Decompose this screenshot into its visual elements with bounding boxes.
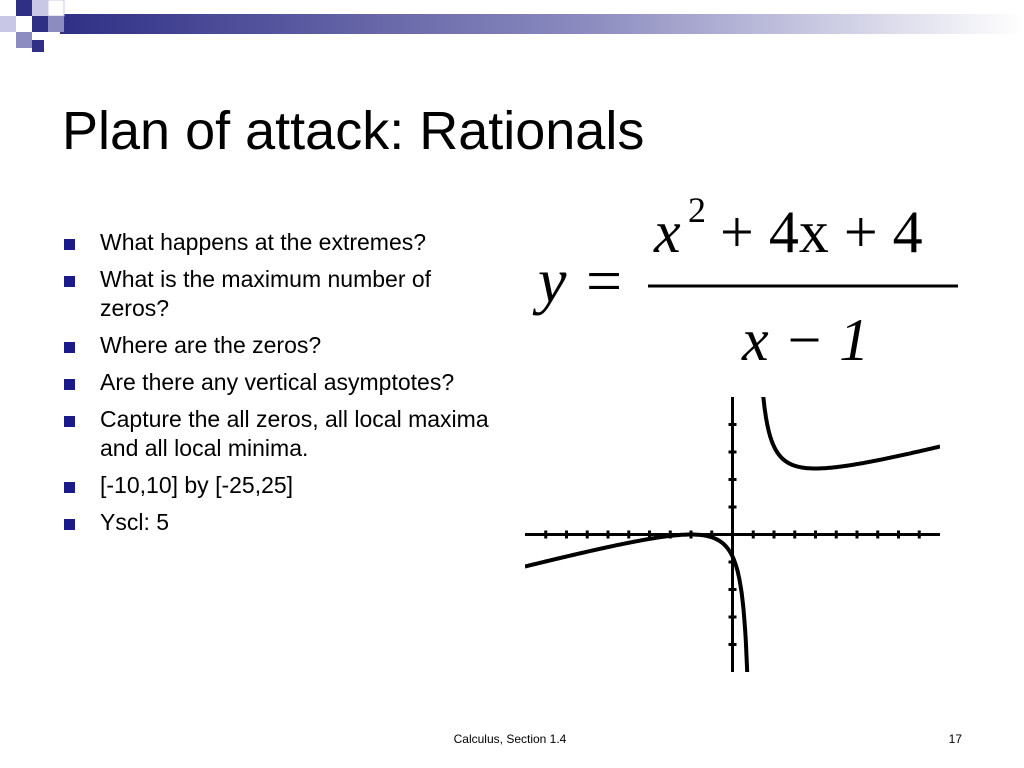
- bullet-item: [62, 405, 492, 463]
- bullet-text: What happens at the extremes?: [100, 229, 427, 255]
- square-bullet-icon: [64, 416, 75, 427]
- bullet-item: [62, 228, 492, 257]
- square-bullet-icon: [64, 519, 75, 530]
- equation-equals: =: [586, 245, 623, 316]
- calculator-graph: [525, 397, 940, 672]
- bullet-item: [62, 368, 492, 397]
- graph-layer: [525, 397, 940, 672]
- bullet-item: [62, 265, 492, 323]
- bullet-item: [62, 508, 492, 537]
- equation-numerator-exponent: 2: [688, 190, 706, 230]
- slide-title: Plan of attack: Rationals: [62, 101, 645, 161]
- bullet-text: Where are the zeros?: [100, 332, 322, 358]
- bullet-item: [62, 331, 492, 360]
- equation-numerator-rest: + 4x + 4: [720, 199, 923, 265]
- header-decoration-band: [0, 0, 1024, 60]
- equation-numerator-base: x: [654, 199, 681, 265]
- square-bullet-icon: [64, 379, 75, 390]
- bullet-text: Yscl: 5: [100, 509, 170, 535]
- bullet-list: [62, 228, 492, 545]
- bullet-text: Are there any vertical asymptotes?: [100, 369, 455, 395]
- bullet-text: What is the maximum number of zeros?: [100, 266, 432, 321]
- square-bullet-icon: [64, 482, 75, 493]
- function-curve-right-branch: [753, 397, 940, 469]
- footer-course: Calculus, Section 1.4: [453, 732, 567, 746]
- square-bullet-icon: [64, 239, 75, 250]
- bullet-text: [-10,10] by [-25,25]: [100, 472, 294, 498]
- square-bullet-icon: [64, 276, 75, 287]
- square-bullet-icon: [64, 342, 75, 353]
- footer-page-number: 17: [948, 732, 962, 746]
- bullet-item: [62, 471, 492, 500]
- equation-denominator: x − 1: [742, 307, 870, 373]
- equation-lhs: y: [538, 245, 567, 316]
- rational-function-equation: [520, 188, 980, 378]
- function-curve-left-branch: [525, 535, 753, 673]
- bullet-text: Capture the all zeros, all local maxima and all local minima.: [100, 406, 489, 461]
